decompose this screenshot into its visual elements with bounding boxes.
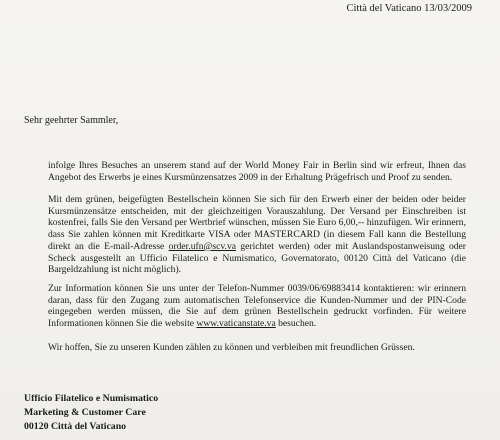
paragraph-closing-text: Wir hoffen, Sie zu unseren Kunden zählen zu können und verbleiben mit freundlichen Grüssen. — [48, 342, 415, 353]
website-link[interactable]: www.vaticanstate.va — [196, 318, 276, 330]
signature-office: Ufficio Filatelico e Numismatico — [24, 393, 159, 404]
paragraph-contact-text-start: Zur Information können Sie uns unter der Telefon-Nummer 0039/06/69883414 kontaktieren: wir erinnern daran, dass für den Zugang zum automatischen Telefonservice die Kunden-Nummer und der PIN-Code eingegeben werden müssen, die Sie auf dem grünen Bestellschein gedruckt vorfinden. Für weitere Informationen können Sie die website — [48, 283, 466, 330]
signature-address: 00120 Città del Vaticano — [24, 421, 127, 432]
signature-department: Marketing & Customer Care — [24, 407, 146, 418]
paragraph-closing — [48, 342, 466, 354]
dateline: Città del Vaticano 13/03/2009 — [346, 3, 472, 14]
paragraph-order-text-start: Mit dem grünen, beigefügten Bestellschein können Sie sich für den Erwerb einer der beiden oder beider Kursmünzensätze entscheiden, mit der gleichzeitigen Vorauszahlung. Der Versand per Einschreiben ist kostenfrei, falls Sie den Versand per Wertbrief wünschen, müssen Sie Euro 6,00,-- hinzufügen. Wir erinnern, dass Sie zahlen können mit Kreditkarte VISA oder MASTERCARD (in diesem Fall kann die Bestellung direkt an die E-mail-Adresse — [48, 194, 466, 252]
order-email-link[interactable]: order.ufn@scv.va — [168, 240, 236, 252]
paragraph-order-text-end: gerichtet werden) oder mit Auslandspostanweisung oder Scheck ausgestellt an Ufficio Filatelico e Numismatico, Governatorato, 00120 Città del Vaticano (die Bargeldzahlung ist nicht möglich). — [48, 240, 466, 276]
paragraph-contact — [48, 283, 466, 330]
salutation: Sehr geehrter Sammler, — [24, 115, 119, 126]
paragraph-visit-text: infolge Ihres Besuches an unserem stand auf der World Money Fair in Berlin sind wir erfreut, Ihnen das Angebot des Erwerbs je eines Kursmünzensatzes 2009 in der Erhaltung Prägefrisch und Proof zu senden. — [48, 160, 466, 183]
paragraph-contact-text-end: besuchen. — [275, 318, 317, 330]
signature-block — [24, 392, 158, 434]
paragraph-visit — [48, 160, 466, 183]
paragraph-order — [48, 194, 466, 276]
